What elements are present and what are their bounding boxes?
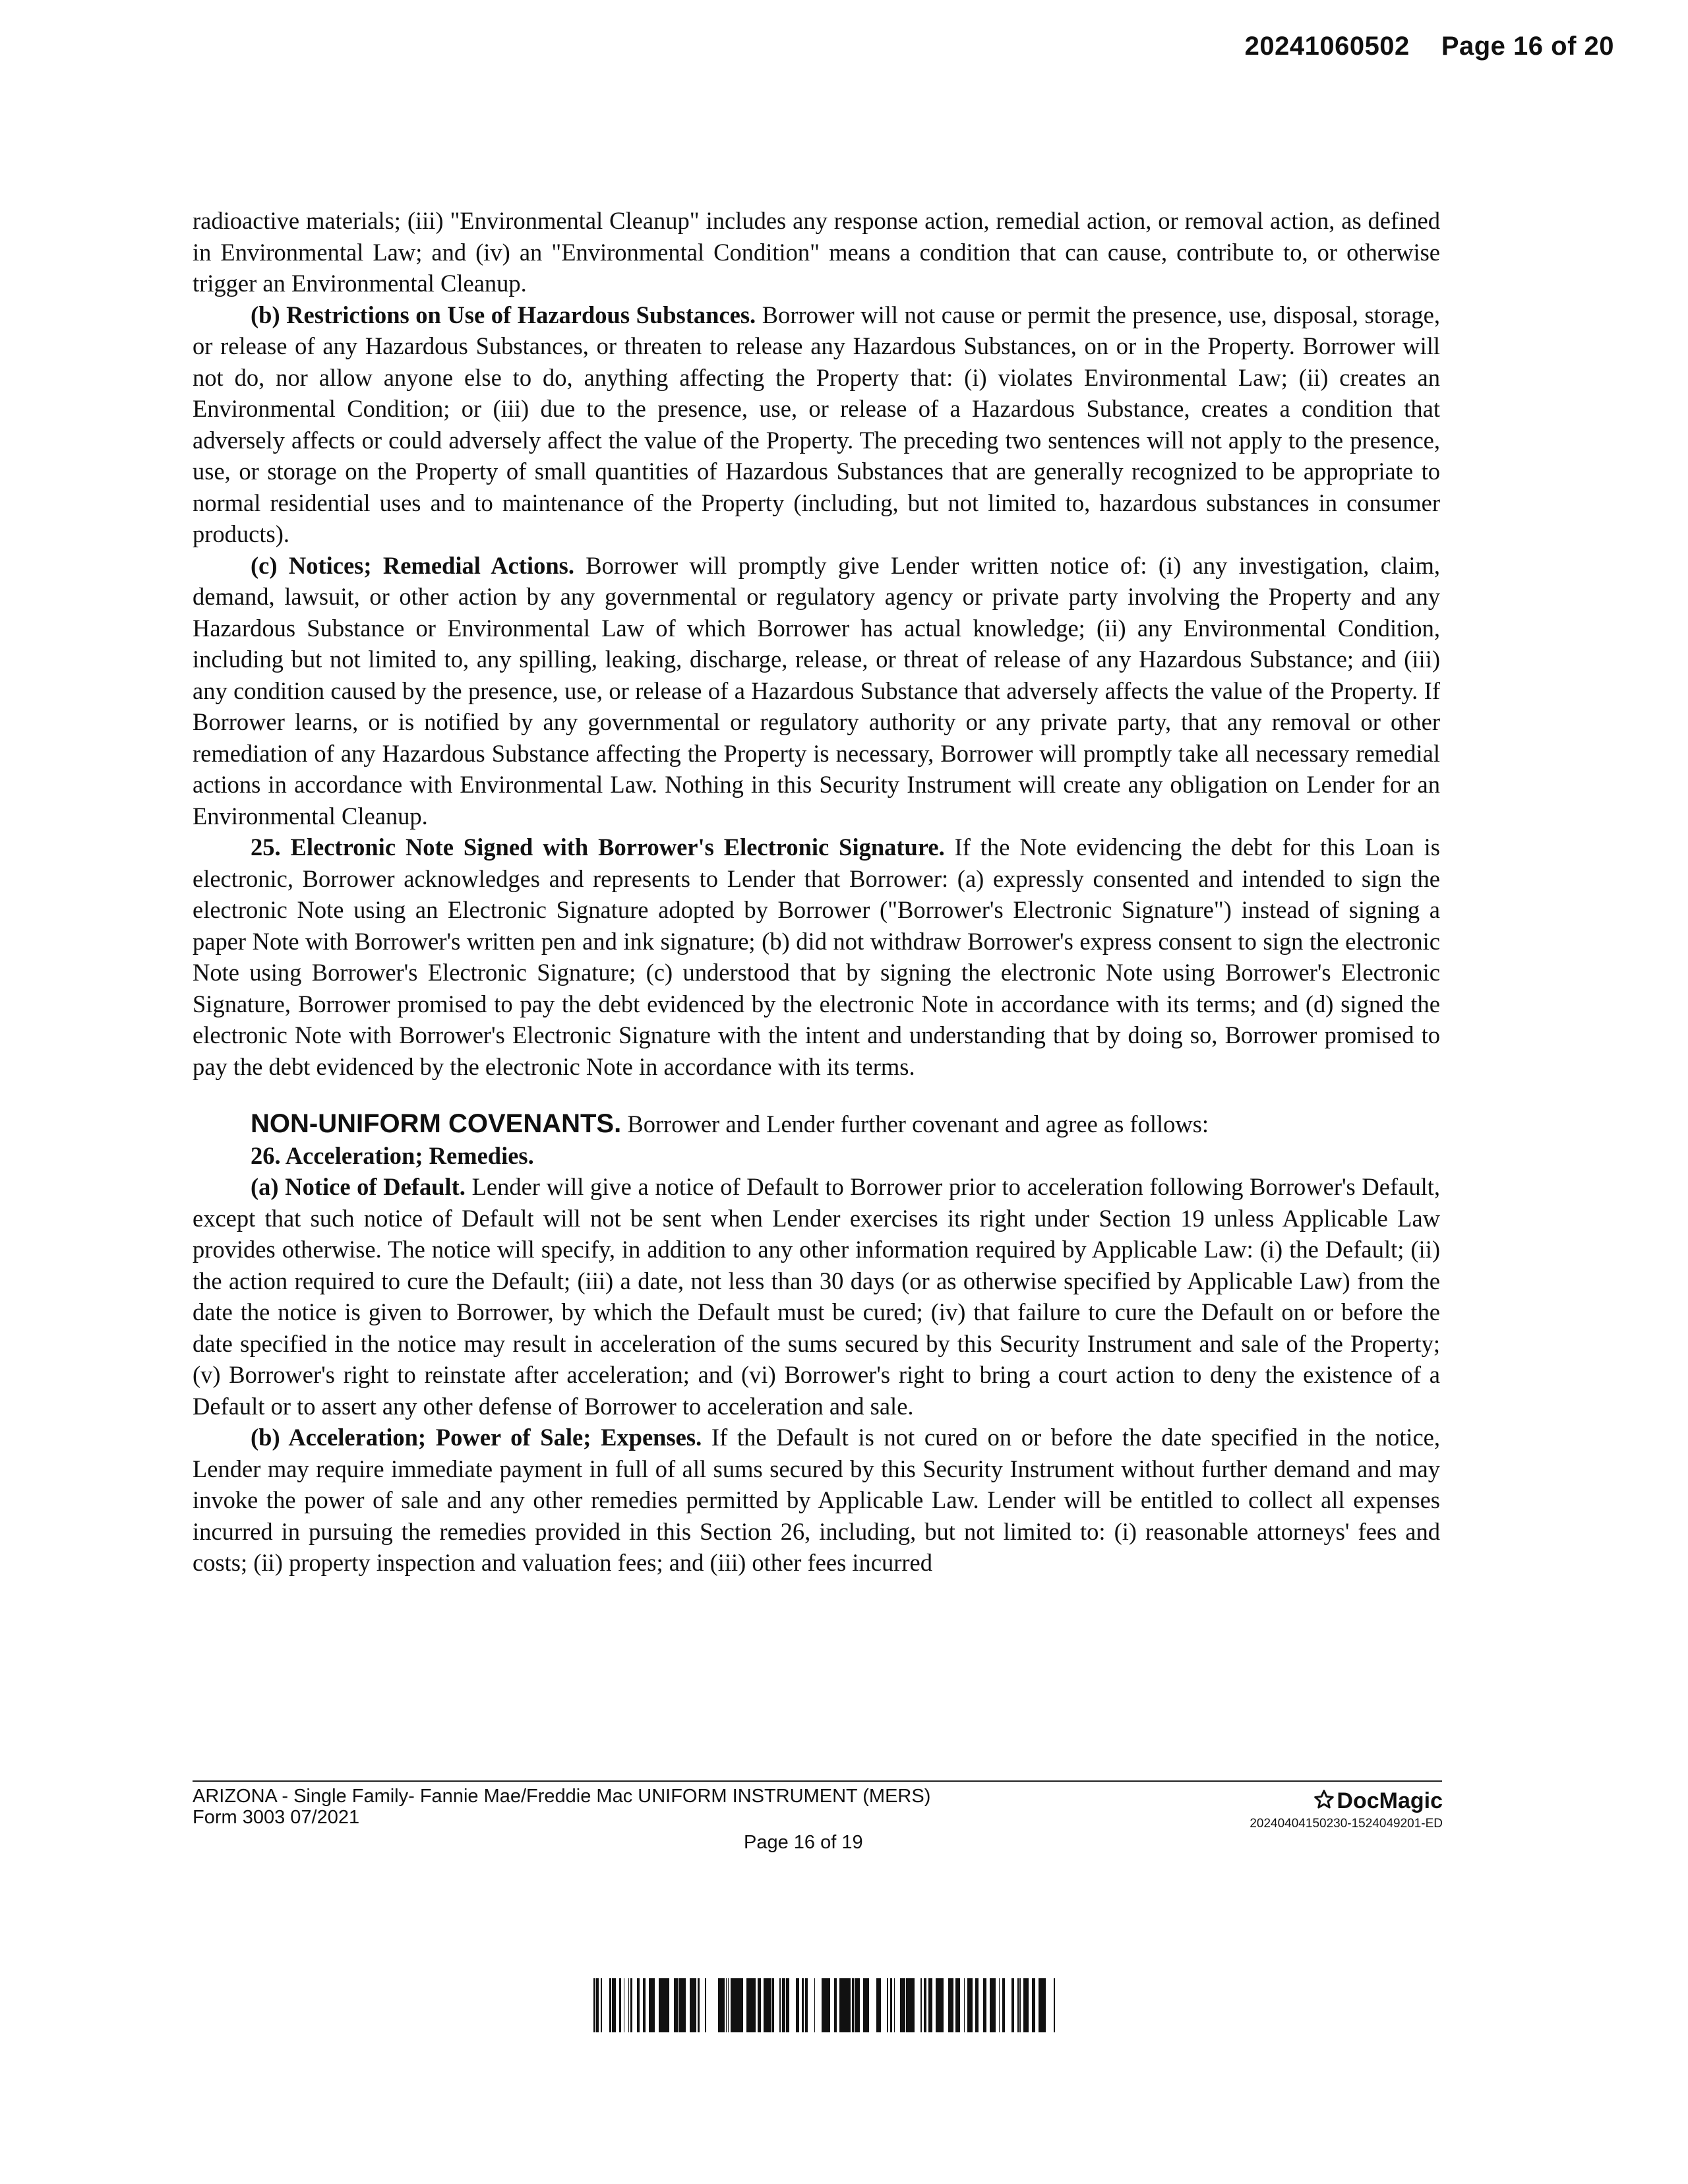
barcode-bar <box>942 1978 944 2032</box>
star-outline-icon <box>1313 1789 1335 1810</box>
section-text-restrictions: Borrower will not cause or permit the presence, use, disposal, storage, or release of any Hazardous Substances, or threaten to release any Hazardous Substances, on or in the Property. Borrower will not do, nor allow anyone else to do, anything affecting the Property that: (i) violates Environmental Law; (ii) creates an Environmental Condition; or (iii) due to the presence, use, or release of a Hazardous Substance, creates a condition that adversely affects or could adversely affect the value of the Property. The preceding two sentences will not apply to the presence, use, or storage on the Property of small quantities of Hazardous Substances that are generally recognized to be appropriate to normal residential uses and to maintenance of the Property (including, but not limited to, hazardous substances in consumer products). <box>193 301 1440 547</box>
barcode-bar <box>887 1978 888 2032</box>
barcode-bar <box>894 1978 895 2032</box>
barcode-bar <box>864 1978 867 2032</box>
barcode-bar <box>649 1978 651 2032</box>
barcode-bar <box>855 1978 858 2032</box>
barcode-bar <box>959 1978 960 2032</box>
document-body <box>193 205 1440 1579</box>
barcode-bar <box>663 1978 667 2032</box>
barcode-bar <box>909 1978 913 2032</box>
recording-header <box>1245 32 1614 61</box>
paragraph-notices-remedial <box>193 550 1440 832</box>
barcode-bar <box>839 1978 843 2032</box>
barcode-bar <box>867 1978 869 2032</box>
barcode-bar <box>806 1978 808 2032</box>
barcode-bar <box>667 1978 669 2032</box>
barcode-bar <box>878 1978 881 2032</box>
barcode-bar <box>615 1978 616 2032</box>
barcode-bar <box>628 1978 629 2032</box>
barcode-bar <box>955 1978 958 2032</box>
barcode-bar <box>1023 1978 1025 2032</box>
section-heading-notices: (c) Notices; Remedial Actions. <box>251 551 574 579</box>
section-heading-restrictions: (b) Restrictions on Use of Hazardous Substances. <box>251 301 756 328</box>
barcode-bar <box>1054 1978 1055 2032</box>
barcode-bar <box>1026 1978 1029 2032</box>
recording-number: 20241060502 <box>1244 32 1410 61</box>
covenants-heading: NON-UNIFORM COVENANTS. <box>251 1109 622 1138</box>
barcode-bar <box>835 1978 837 2032</box>
section-text-notices: Borrower will promptly give Lender written notice of: (i) any investigation, claim, demand, lawsuit, or other action by any governmental or regulatory agency or private party involving the Property and any Hazardous Substance or Environmental Law of which Borrower has actual knowledge; (ii) any Environmental Condition, including but not limited to, any spilling, leaking, discharge, release, or threat of release of any Hazardous Substance; and (iii) any condition caused by the presence, use, or release of a Hazardous Substance that adversely affects the value of the Property. If Borrower learns, or is notified by any governmental or regulatory authority or any private party, that any removal or other remediation of any Hazardous Substance affecting the Property is necessary, Borrower will promptly take all necessary remedial actions in accordance with Environmental Law. Nothing in this Security Instrument will create any obligation on Lender for an Environmental Cleanup. <box>193 551 1440 830</box>
barcode-bar <box>728 1978 729 2032</box>
barcode-bar <box>858 1978 860 2032</box>
barcode-bar <box>779 1978 781 2032</box>
barcode-bar <box>1002 1978 1004 2032</box>
barcode-bar <box>824 1978 826 2032</box>
barcode-bar <box>913 1978 915 2032</box>
barcode-bar <box>1019 1978 1021 2032</box>
barcode-bar <box>718 1978 719 2032</box>
barcode-bar <box>796 1978 799 2032</box>
barcode-bar <box>685 1978 686 2032</box>
footer-form-number: Form 3003 07/2021 <box>193 1807 360 1828</box>
barcode-bar <box>991 1978 992 2032</box>
barcode-bar <box>990 1978 991 2032</box>
barcode-bar <box>726 1978 727 2032</box>
barcode-bar <box>900 1978 902 2032</box>
barcode-bar <box>593 1978 595 2032</box>
barcode-bar <box>630 1978 631 2032</box>
barcode-bar <box>902 1978 905 2032</box>
barcode-bar <box>994 1978 995 2032</box>
barcode-bar <box>653 1978 655 2032</box>
brand-name: DocMagic <box>1337 1788 1443 1813</box>
barcode-bar <box>1025 1978 1026 2032</box>
barcode-bar <box>1004 1978 1005 2032</box>
paragraph-restrictions-hazardous <box>193 299 1440 550</box>
barcode-bar <box>876 1978 878 2032</box>
barcode-bar <box>758 1978 761 2032</box>
barcode-bar <box>1011 1978 1014 2032</box>
barcode-bar <box>975 1978 979 2032</box>
barcode-bar <box>683 1978 685 2032</box>
barcode-bar <box>681 1978 683 2032</box>
recording-page-number: Page 16 of 20 <box>1441 32 1614 61</box>
barcode-bar <box>834 1978 835 2032</box>
section-text-electronic-note: If the Note evidencing the debt for this Loan is electronic, Borrower acknowledges and represents to Lender that Borrower: (a) expressly consented and intended to sign the electronic Note using an Electronic Signature adopted by Borrower ("Borrower's Electronic Signature") instead of signing a paper Note with Borrower's written pen and ink signature; (b) did not withdraw Borrower's express consent to sign the electronic Note using Borrower's Electronic Signature; (c) understood that by signing the electronic Note using Borrower's Electronic Signature, Borrower promised to pay the debt evidenced by the electronic Note in accordance with its terms; and (d) signed the electronic Note with Borrower's Electronic Signature with the intent and understanding that by doing so, Borrower promised to pay the debt evidenced by the electronic Note in accordance with its terms. <box>193 834 1440 1080</box>
barcode-bar <box>753 1978 756 2032</box>
barcode-bar <box>788 1978 789 2032</box>
barcode-bar <box>695 1978 696 2032</box>
barcode-bar <box>939 1978 942 2032</box>
section-text-power-of-sale: If the Default is not cured on or before the date specified in the notice, Lender may require immediate payment in full of all sums secured by this Security Instrument without further demand and may invoke the power of sale and any other remedies permitted by Applicable Law. Lender will be entitled to collect all expenses incurred in pursuing the remedies provided in this Section 26, including, but not limited to: (i) reasonable attorneys' fees and costs; (ii) property inspection and valuation fees; and (iii) other fees incurred <box>193 1424 1440 1576</box>
barcode-bar <box>631 1978 632 2032</box>
barcode-bar <box>741 1978 743 2032</box>
section-heading-electronic-note: 25. Electronic Note Signed with Borrower's Electronic Signature. <box>251 834 945 861</box>
footer-document-id: 20240404150230-1524049201-ED <box>1250 1817 1443 1831</box>
barcode-bar <box>619 1978 621 2032</box>
barcode-bar <box>746 1978 748 2032</box>
barcode-bar <box>690 1978 692 2032</box>
barcode-bar <box>1017 1978 1019 2032</box>
barcode-bar <box>677 1978 678 2032</box>
barcode-bar <box>890 1978 892 2032</box>
barcode-bar <box>970 1978 971 2032</box>
barcode-bar <box>964 1978 965 2032</box>
barcode-bar <box>802 1978 804 2032</box>
paragraph-power-of-sale <box>193 1422 1440 1579</box>
barcode-bar <box>822 1978 824 2032</box>
barcode-bar <box>829 1978 830 2032</box>
barcode-icon <box>593 1978 1055 2032</box>
barcode-bar <box>733 1978 735 2032</box>
barcode-bar <box>852 1978 854 2032</box>
barcode-bar <box>845 1978 847 2032</box>
barcode-bar <box>692 1978 695 2032</box>
barcode-bar <box>637 1978 640 2032</box>
barcode-bar <box>659 1978 660 2032</box>
barcode-bar <box>936 1978 937 2032</box>
barcode-bar <box>660 1978 663 2032</box>
barcode-bar <box>596 1978 598 2032</box>
section-text-notice-default: Lender will give a notice of Default to Borrower prior to acceleration following Borrower's Default, except that such notice of Default will not be sent when Lender exercises its right under Section 19 unless Applicable Law provides otherwise. The notice will specify, in addition to any other information required by Applicable Law: (i) the Default; (ii) the action required to cure the Default; (iii) a date, not less than 30 days (or as otherwise specified by Applicable Law) from the date the notice is given to Borrower, by which the Default must be cured; (iv) that failure to cure the Default on or before the date specified in the notice may result in acceleration of the sums secured by this Security Instrument and sale of the Property; (v) Borrower's right to reinstate after acceleration; and (vi) Borrower's right to bring a court action to deny the existence of a Default or to assert any other defense of Borrower to acceleration and sale. <box>193 1173 1440 1420</box>
barcode-bar <box>1039 1978 1040 2032</box>
barcode-bar <box>930 1978 932 2032</box>
barcode-bar <box>786 1978 787 2032</box>
barcode-bar <box>958 1978 959 2032</box>
section-heading-power-of-sale: (b) Acceleration; Power of Sale; Expenses. <box>251 1424 702 1451</box>
barcode-bar <box>768 1978 771 2032</box>
barcode-bar <box>1032 1978 1035 2032</box>
barcode-bar <box>612 1978 615 2032</box>
barcode-bar <box>983 1978 986 2032</box>
barcode-bar <box>937 1978 939 2032</box>
footer-page-number: Page 16 of 19 <box>744 1832 863 1853</box>
barcode-bar <box>847 1978 851 2032</box>
footer-divider <box>193 1780 1442 1782</box>
barcode-bar <box>651 1978 653 2032</box>
barcode-bar <box>928 1978 930 2032</box>
barcode-bar <box>674 1978 677 2032</box>
barcode-bar <box>843 1978 845 2032</box>
barcode-bar <box>738 1978 741 2032</box>
footer-form-title: ARIZONA - Single Family- Fannie Mae/Freddie Mac UNIFORM INSTRUMENT (MERS) <box>193 1786 931 1807</box>
barcode-bar <box>705 1978 706 2032</box>
covenants-text: Borrower and Lender further covenant and agree as follows: <box>621 1110 1209 1138</box>
barcode-bar <box>719 1978 721 2032</box>
barcode-bar <box>609 1978 611 2032</box>
paragraph-acceleration-remedies <box>193 1140 1440 1172</box>
barcode-bar <box>751 1978 753 2032</box>
section-heading-acceleration: 26. Acceleration; Remedies. <box>251 1141 534 1169</box>
barcode-bar <box>680 1978 681 2032</box>
barcode-bar <box>678 1978 680 2032</box>
barcode-bar <box>721 1978 722 2032</box>
barcode-bar <box>764 1978 766 2032</box>
paragraph-electronic-note <box>193 832 1440 1082</box>
barcode-bar <box>948 1978 951 2032</box>
docmagic-logo <box>1313 1788 1443 1814</box>
barcode-bar <box>863 1978 864 2032</box>
barcode-bar <box>735 1978 738 2032</box>
barcode-bar <box>805 1978 806 2032</box>
footer-form-info <box>193 1786 930 1828</box>
barcode-bar <box>992 1978 994 2032</box>
barcode-bar <box>1042 1978 1046 2032</box>
barcode-bar <box>748 1978 751 2032</box>
barcode-bar <box>731 1978 733 2032</box>
barcode-bar <box>772 1978 774 2032</box>
barcode-bar <box>766 1978 768 2032</box>
barcode-bar <box>906 1978 909 2032</box>
barcode-bar <box>643 1978 646 2032</box>
barcode-bar <box>782 1978 785 2032</box>
barcode-bar <box>967 1978 968 2032</box>
barcode-bar <box>995 1978 996 2032</box>
paragraph-non-uniform-covenants <box>193 1108 1440 1140</box>
barcode-bar <box>968 1978 970 2032</box>
barcode-bar <box>1040 1978 1042 2032</box>
section-heading-notice-default: (a) Notice of Default. <box>251 1173 466 1200</box>
barcode-bar <box>698 1978 700 2032</box>
paragraph-environmental-definitions: radioactive materials; (iii) "Environmental Cleanup" includes any response action, remedial action, or removal action, as defined in Environmental Law; and (iv) an "Environmental Condition" means a condition that can cause, contribute to, or otherwise trigger an Environmental Cleanup. <box>193 207 1440 297</box>
barcode-bar <box>920 1978 922 2032</box>
barcode-bar <box>999 1978 1000 2032</box>
barcode-bar <box>722 1978 725 2032</box>
paragraph-spacer <box>193 1082 1440 1108</box>
barcode-bar <box>598 1978 599 2032</box>
paragraph-notice-of-default <box>193 1171 1440 1422</box>
barcode-bar <box>951 1978 953 2032</box>
barcode-bar <box>826 1978 829 2032</box>
barcode-bar <box>787 1978 788 2032</box>
barcode-bar <box>814 1978 815 2032</box>
barcode-bar <box>924 1978 926 2032</box>
barcode-bar <box>971 1978 973 2032</box>
barcode-bar <box>601 1978 602 2032</box>
